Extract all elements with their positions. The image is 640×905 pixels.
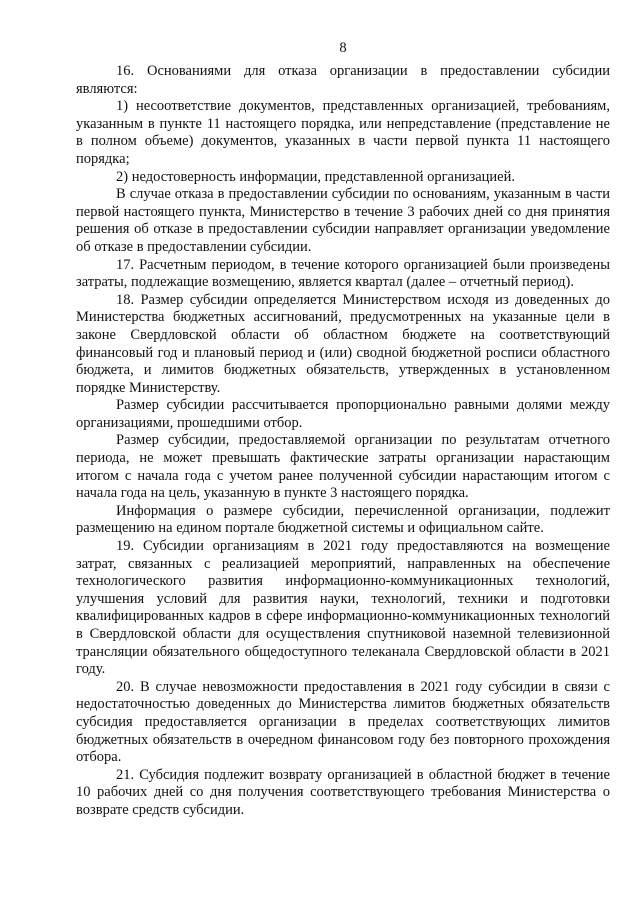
- paragraph: Размер субсидии, предоставляемой организации по результатам отчетного периода, не может превышать фактические затраты организации нарастающим итогом с начала года с учетом ранее полученной субсидии нарастающим итогом с начала года на цель, указанную в пункте 3 настоящего порядка.: [76, 432, 610, 502]
- paragraph: Информация о размере субсидии, перечисленной организации, подлежит размещению на едином портале бюджетной системы и официальном сайте.: [76, 502, 610, 537]
- document-body: [76, 63, 610, 820]
- paragraph: 21. Субсидия подлежит возврату организацией в областной бюджет в течение 10 рабочих дней со дня получения соответствующего требования Министерства о возврате средств субсидии.: [76, 766, 610, 818]
- paragraph: 20. В случае невозможности предоставления в 2021 году субсидии в связи с недостаточностью доведенных до Министерства лимитов бюджетных обязательств субсидия предоставляется организации в пределах соответствующих лимитов бюджетных обязательств в очередном финансовом году без повторного прохождения отбора.: [76, 678, 610, 766]
- page-number: 8: [339, 40, 347, 56]
- paragraph: 17. Расчетным периодом, в течение которого организацией были произведены затраты, подлежащие возмещению, является квартал (далее – отчетный период).: [76, 256, 610, 291]
- paragraph: 19. Субсидии организациям в 2021 году предоставляются на возмещение затрат, связанных с реализацией мероприятий, направленных на обеспечение технологического развития информационно-коммуникационных технологий, улучшения условий для развития науки, технологий, техники и подготовки квалифицированных кадров в сфере информационно-коммуникационных технологий в Свердловской области для осуществления спутниковой наземной телевизионной трансляции обязательного общедоступного телеканала Свердловской области в 2021 году.: [76, 538, 610, 678]
- paragraph: 1) несоответствие документов, представленных организацией, требованиям, указанным в пункте 11 настоящего порядка, или непредставление (представление не в полном объеме) документов, указанных в части первой пункта 11 настоящего порядка;: [76, 98, 610, 167]
- paragraph: Размер субсидии рассчитывается пропорционально равными долями между организациями, прошедшими отбор.: [76, 397, 610, 431]
- paragraph: 16. Основаниями для отказа организации в предоставлении субсидии являются:: [76, 63, 610, 97]
- paragraph: 18. Размер субсидии определяется Министерством исходя из доведенных до Министерства бюджетных ассигнований, предусмотренных на указанные цели в законе Свердловской области об областном бюджете на соответствующий финансовый год и плановый период и (или) сводной бюджетной росписи областного бюджета, и лимитов бюджетных обязательств, утвержденных в установленном порядке Министерству.: [76, 291, 610, 396]
- paragraph: 2) недостоверность информации, представленной организацией.: [116, 168, 515, 185]
- paragraph: В случае отказа в предоставлении субсидии по основаниям, указанным в части первой настоящего пункта, Министерство в течение 3 рабочих дней со дня принятия решения об отказе в предоставлении субсидии направляет организации уведомление об отказе в предоставлении субсидии.: [76, 186, 610, 255]
